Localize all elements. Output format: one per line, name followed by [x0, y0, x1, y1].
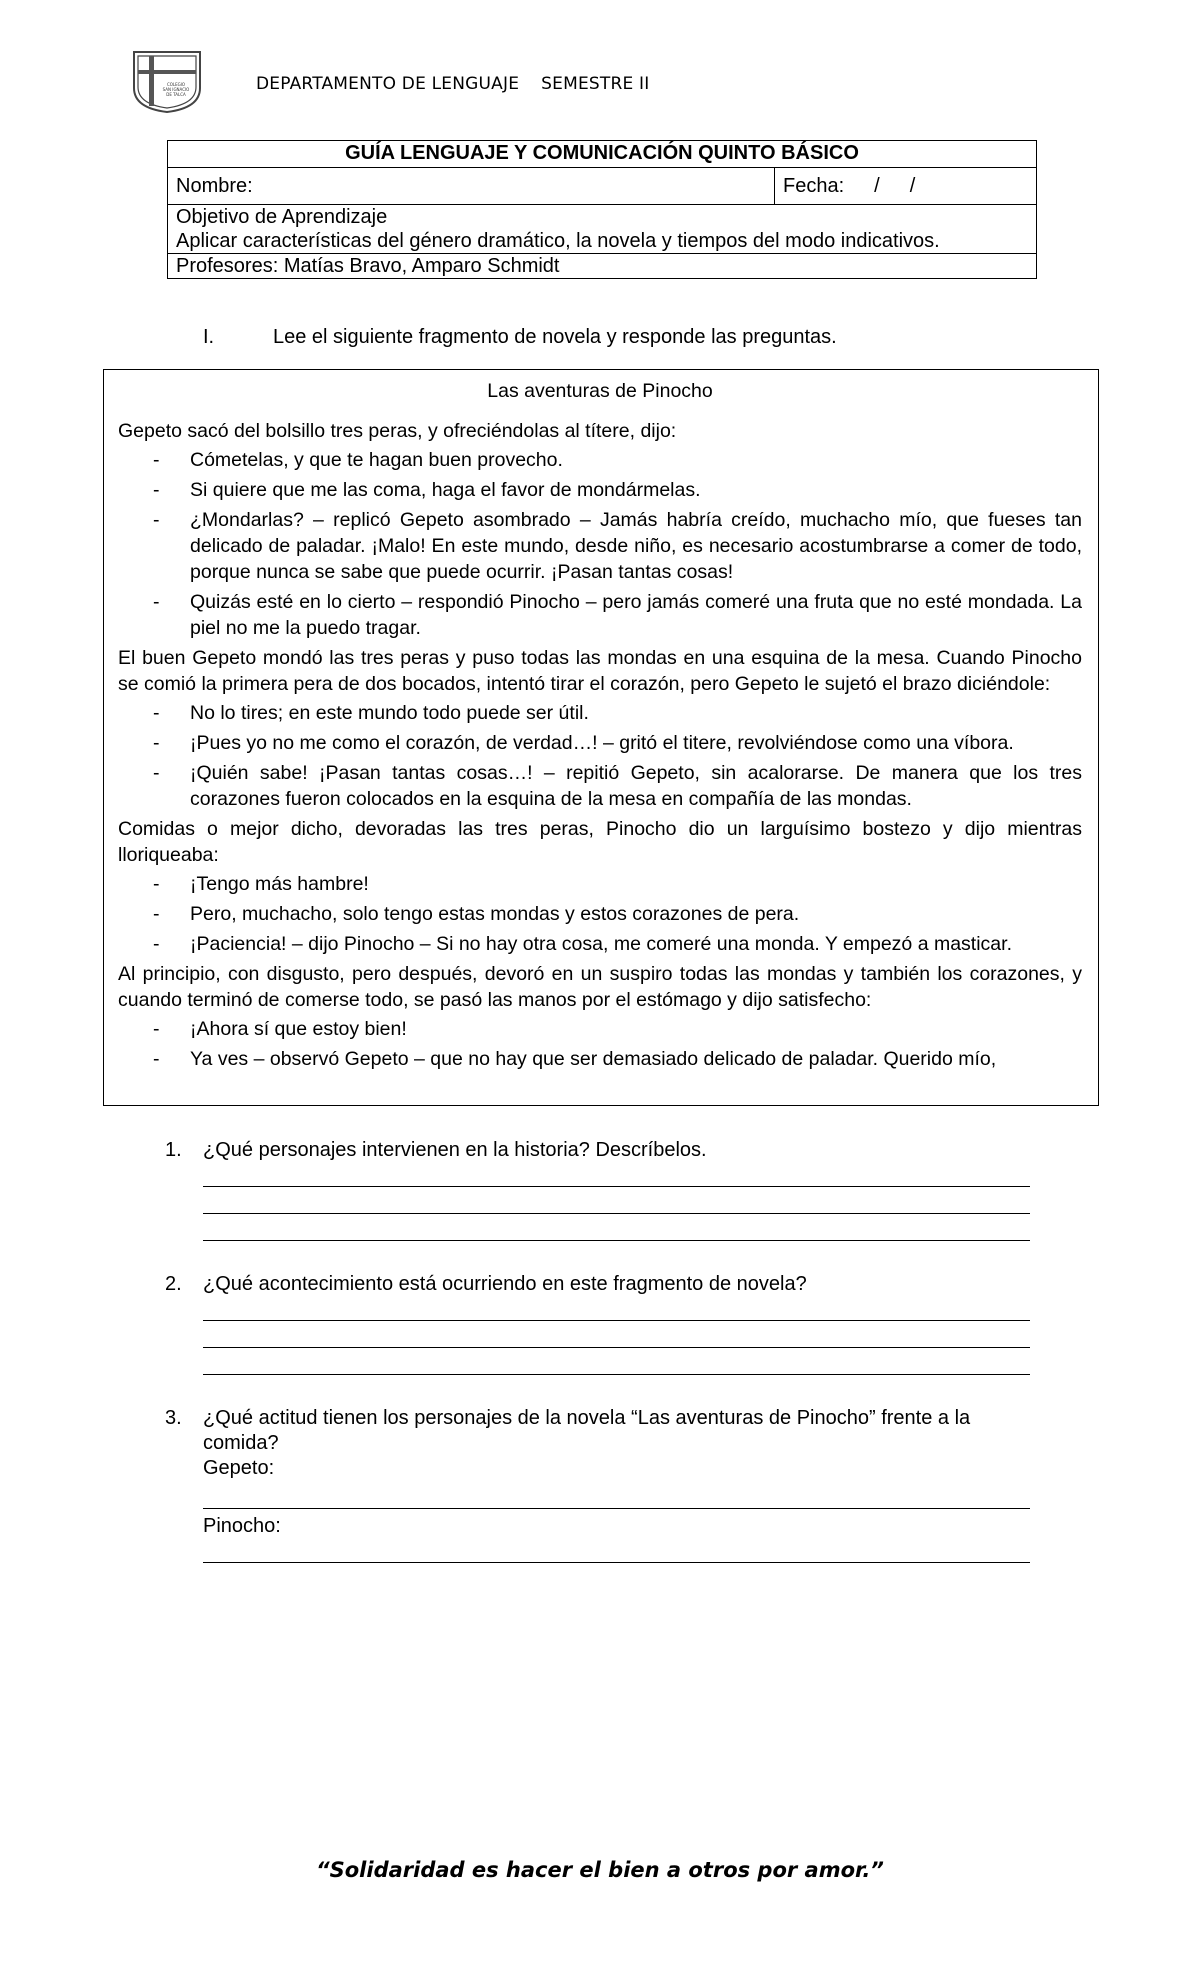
question-number: 1.	[165, 1139, 182, 1161]
instruction	[203, 326, 837, 349]
dialogue-line	[118, 931, 1082, 957]
objective-cell	[168, 205, 1037, 254]
question-3-pinocho	[165, 1514, 1045, 1539]
dash-bullet: -	[153, 591, 160, 613]
dialogue-text: ¡Tengo más hambre!	[190, 873, 369, 895]
name-field[interactable]	[168, 168, 775, 205]
svg-text:DE TALCA: DE TALCA	[166, 92, 186, 97]
dialogue-line	[118, 700, 1082, 726]
dialogue-text: Si quiere que me las coma, haga el favor de mondármelas.	[190, 479, 701, 501]
dash-bullet: -	[153, 509, 160, 531]
story-paragraph: Gepeto sacó del bolsillo tres peras, y ofreciéndolas al títere, dijo:	[118, 420, 677, 442]
answer-line-pinocho[interactable]	[203, 1562, 1030, 1563]
question-number: 3.	[165, 1407, 182, 1429]
dash-bullet: -	[153, 903, 160, 925]
svg-text:COLEGIO: COLEGIO	[166, 82, 186, 87]
dialogue-line	[118, 1046, 1082, 1072]
date-separator: /	[909, 175, 916, 197]
answer-line-gepeto[interactable]	[203, 1508, 1030, 1509]
dash-bullet: -	[153, 933, 160, 955]
instruction-number: I.	[203, 326, 215, 348]
story-title: Las aventuras de Pinocho	[487, 380, 713, 402]
dialogue-line	[118, 507, 1082, 585]
dialogue-text: No lo tires; en este mundo todo puede ser útil.	[190, 702, 589, 724]
teachers: Profesores: Matías Bravo, Amparo Schmidt	[168, 254, 1037, 279]
dash-bullet: -	[153, 732, 160, 754]
story-paragraph: El buen Gepeto mondó las tres peras y puso todas las mondas en una esquina de la mesa. Cuando Pinocho se comió la primera pera de dos bocados, intentó tirar el corazón, pero Gepeto le sujetó el brazo diciéndole:	[118, 647, 1082, 695]
story-paragraph: Al principio, con disgusto, pero después, devoró en un suspiro todas las mondas y también los corazones, y cuando terminó de comerse todo, se pasó las manos por el estómago y dijo satisfecho:	[118, 963, 1082, 1011]
objective-text: Aplicar características del género dramático, la novela y tiempos del modo indicativos.	[176, 230, 940, 252]
question-3	[165, 1406, 1045, 1481]
question-number: 2.	[165, 1273, 182, 1295]
answer-line[interactable]	[203, 1240, 1030, 1241]
department-label: DEPARTAMENTO DE LENGUAJE	[256, 74, 520, 94]
dash-bullet: -	[153, 479, 160, 501]
dialogue-line	[118, 871, 1082, 897]
question-text: ¿Qué personajes intervienen en la historia? Descríbelos.	[203, 1139, 707, 1161]
objective-label: Objetivo de Aprendizaje	[176, 206, 388, 228]
story-paragraph: Comidas o mejor dicho, devoradas las tres peras, Pinocho dio un larguísimo bostezo y dijo mientras lloriqueaba:	[118, 818, 1082, 866]
question-2	[165, 1272, 1045, 1297]
dialogue-line	[118, 760, 1082, 812]
semester-label: SEMESTRE II	[541, 74, 650, 94]
question-1	[165, 1138, 1045, 1163]
question-text: ¿Qué actitud tienen los personajes de la novela “Las aventuras de Pinocho” frente a la comida?	[203, 1407, 971, 1454]
dialogue-text: ¡Ahora sí que estoy bien!	[190, 1018, 407, 1040]
dialogue-line	[118, 901, 1082, 927]
page-header	[256, 74, 649, 94]
story-box	[103, 369, 1099, 1106]
dialogue-text: ¡Quién sabe! ¡Pasan tantas cosas…! – repitió Gepeto, sin acalorarse. De manera que los tres corazones fueron colocados en la esquina de la mesa en compañía de las mondas.	[190, 762, 1082, 810]
dialogue-text: Ya ves – observó Gepeto – que no hay que ser demasiado delicado de paladar. Querido mío,	[190, 1048, 997, 1070]
gepeto-label: Gepeto:	[203, 1457, 275, 1479]
info-table	[167, 140, 1037, 279]
dialogue-text: ¡Paciencia! – dijo Pinocho – Si no hay otra cosa, me comeré una monda. Y empezó a masticar.	[190, 933, 1012, 955]
svg-text:SAN IGNACIO: SAN IGNACIO	[162, 87, 190, 92]
dialogue-line	[118, 1016, 1082, 1042]
answer-line[interactable]	[203, 1186, 1030, 1187]
answer-line[interactable]	[203, 1213, 1030, 1214]
dash-bullet: -	[153, 1048, 160, 1070]
dialogue-text: Quizás esté en lo cierto – respondió Pinocho – pero jamás comeré una fruta que no esté mondada. La piel no me la puedo tragar.	[190, 591, 1082, 639]
date-label: Fecha:	[783, 175, 845, 197]
question-text: ¿Qué acontecimiento está ocurriendo en este fragmento de novela?	[203, 1273, 807, 1295]
dialogue-line	[118, 730, 1082, 756]
instruction-text: Lee el siguiente fragmento de novela y responde las preguntas.	[273, 326, 837, 348]
dialogue-line	[118, 447, 1082, 473]
date-separator: /	[874, 175, 880, 197]
answer-line[interactable]	[203, 1347, 1030, 1348]
dash-bullet: -	[153, 762, 160, 784]
dash-bullet: -	[153, 873, 160, 895]
dialogue-text: Cómetelas, y que te hagan buen provecho.	[190, 449, 563, 471]
pinocho-label: Pinocho:	[203, 1515, 281, 1537]
dash-bullet: -	[153, 1018, 160, 1040]
dialogue-line	[118, 589, 1082, 641]
dialogue-text: ¿Mondarlas? – replicó Gepeto asombrado – Jamás habría creído, muchacho mío, que fueses tan delicado de paladar. ¡Malo! En este mundo, desde niño, es necesario acostumbrarse a comer de todo, porque nunca se sabe que puede ocurrir. ¡Pasan tantas cosas!	[190, 509, 1082, 583]
dialogue-line	[118, 477, 1082, 503]
answer-line[interactable]	[203, 1374, 1030, 1375]
footer-motto: “Solidaridad es hacer el bien a otros por amor.”	[316, 1858, 884, 1882]
dialogue-text: ¡Pues yo no me como el corazón, de verdad…! – gritó el titere, revolviéndose como una víbora.	[190, 732, 1014, 754]
guide-title: GUÍA LENGUAJE Y COMUNICACIÓN QUINTO BÁSICO	[168, 141, 1037, 168]
school-crest-icon	[130, 50, 204, 114]
dialogue-text: Pero, muchacho, solo tengo estas mondas y estos corazones de pera.	[190, 903, 800, 925]
dash-bullet: -	[153, 702, 160, 724]
dash-bullet: -	[153, 449, 160, 471]
name-label: Nombre:	[176, 175, 253, 197]
answer-line[interactable]	[203, 1320, 1030, 1321]
date-field[interactable]	[775, 168, 1037, 205]
